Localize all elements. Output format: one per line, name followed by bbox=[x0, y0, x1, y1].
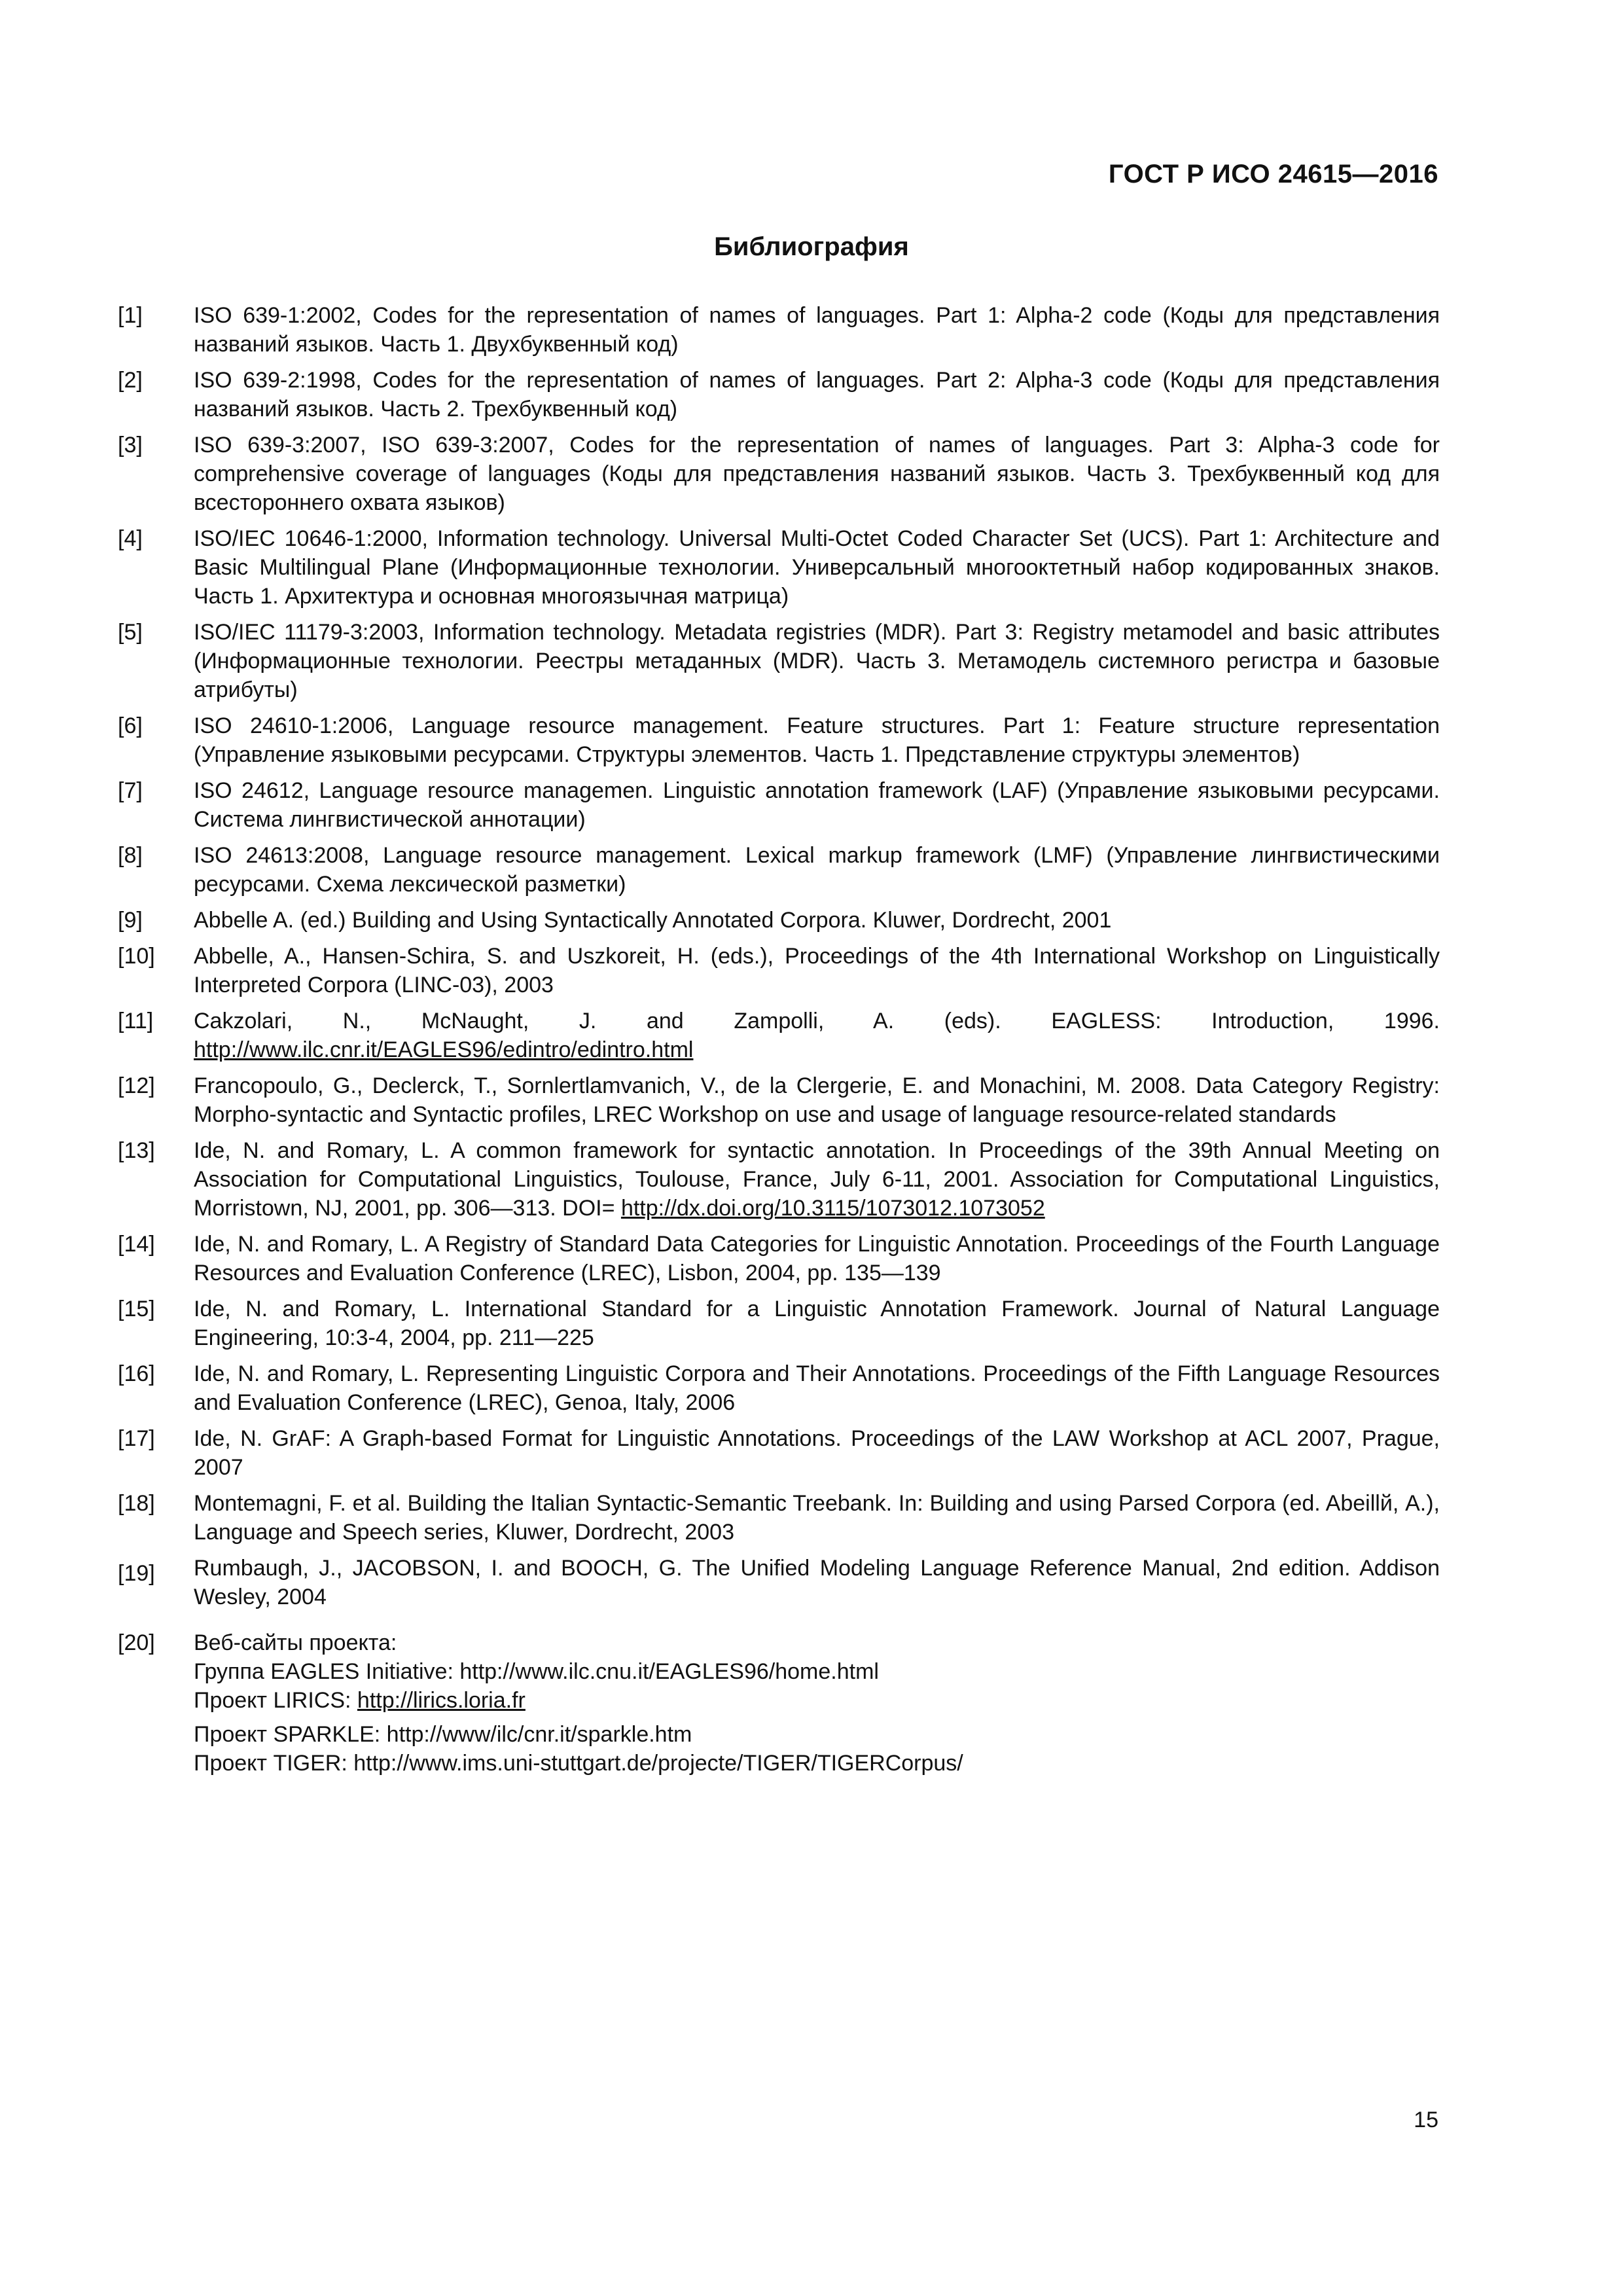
reference-number: [9] bbox=[118, 908, 143, 933]
reference-text: Ide, N. and Romary, L. International Standard for a Linguistic Annotation Framework. Journal of Natural Language Engineering, 10:3-4, 2004, pp. 211—225 bbox=[194, 1297, 1440, 1350]
reference-item bbox=[118, 711, 1440, 769]
reference-text-with-link bbox=[194, 1136, 1440, 1223]
reference-text: ISO 639-2:1998, Codes for the representation of names of languages. Part 2: Alpha-3 code (Коды для представления названий языков. Часть 2. Трехбуквенный код) bbox=[194, 368, 1440, 422]
page-number: 15 bbox=[1414, 2108, 1438, 2132]
website-lirics bbox=[194, 1686, 1440, 1715]
reference-text: Ide, N. and Romary, L. A Registry of Standard Data Categories for Linguistic Annotation. Proceedings of the Fourth Language Resources and Evaluation Conference (LREC), Lisbon, 2004, pp. 135—139 bbox=[194, 1232, 1440, 1285]
website-lirics-label: Проект LIRICS: bbox=[194, 1688, 357, 1713]
reference-item bbox=[118, 1489, 1440, 1547]
reference-number: [17] bbox=[118, 1426, 155, 1451]
website-sparkle: Проект SPARKLE: http://www/ilc/cnr.it/sparkle.htm bbox=[194, 1722, 692, 1747]
reference-number: [16] bbox=[118, 1361, 155, 1386]
reference-number: [18] bbox=[118, 1491, 155, 1516]
reference-text: ISO 24613:2008, Language resource management. Lexical markup framework (LMF) (Управление лингвистическими ресурсами. Схема лексической разметки) bbox=[194, 843, 1440, 897]
reference-number: [14] bbox=[118, 1232, 155, 1257]
reference-number: [7] bbox=[118, 778, 143, 803]
reference-text: Abbelle A. (ed.) Building and Using Syntactically Annotated Corpora. Kluwer, Dordrecht, 2001 bbox=[194, 908, 1112, 933]
reference-text-with-link bbox=[194, 1007, 1440, 1064]
reference-item bbox=[118, 1424, 1440, 1482]
reference-text: Francopoulo, G., Declerck, T., Sornlertlamvanich, V., de la Clergerie, E. and Monachini, M. 2008. Data Category Registry: Morpho-syntactic and Syntactic profiles, LREC Workshop on use and usage of language resource-related standards bbox=[194, 1073, 1440, 1127]
reference-text: ISO 639-1:2002, Codes for the representation of names of languages. Part 1: Alpha-2 code (Коды для представления названий языков. Часть 1. Двухбуквенный код) bbox=[194, 303, 1440, 357]
reference-item bbox=[118, 1136, 1440, 1223]
reference-number: [11] bbox=[118, 1009, 154, 1033]
reference-number: [10] bbox=[118, 944, 155, 969]
reference-text: Abbelle, A., Hansen-Schira, S. and Uszkoreit, H. (eds.), Proceedings of the 4th International Workshop on Linguistically Interpreted Corpora (LINC-03), 2003 bbox=[194, 944, 1440, 997]
reference-item bbox=[118, 431, 1440, 517]
reference-text: ISO/IEC 10646-1:2000, Information technology. Universal Multi-Octet Coded Character Set (UCS). Part 1: Architecture and Basic Multilingual Plane (Информационные технологии. Универсальный многооктетный набор кодированных знаков. Часть 1. Архитектура и основная многоязычная матрица) bbox=[194, 526, 1440, 609]
reference-item bbox=[118, 776, 1440, 834]
reference-item bbox=[118, 942, 1440, 999]
reference-text: Ide, N. and Romary, L. A common framework for syntactic annotation. In Proceedings of the 39th Annual Meeting on Association for Computational Linguistics, Toulouse, France, July 6-11, 2001. Association for Computational Linguistics, Morristown, NJ, 2001, pp. 306—313. DOI= bbox=[194, 1138, 1440, 1221]
reference-number: [2] bbox=[118, 368, 143, 393]
lirics-link[interactable]: http://lirics.loria.fr bbox=[357, 1688, 526, 1713]
reference-number: [20] bbox=[118, 1630, 155, 1655]
reference-text: Cakzolari, N., McNaught, J. and Zampolli, A. (eds). EAGLESS: Introduction, 1996. bbox=[194, 1009, 1440, 1033]
reference-number: [3] bbox=[118, 433, 143, 457]
reference-number: [6] bbox=[118, 713, 143, 738]
reference-item bbox=[118, 366, 1440, 423]
websites-heading: Веб-сайты проекта: bbox=[194, 1630, 397, 1655]
reference-item bbox=[118, 1554, 1440, 1611]
reference-number: [5] bbox=[118, 620, 143, 645]
reference-item bbox=[118, 1359, 1440, 1417]
reference-item bbox=[118, 841, 1440, 899]
reference-item bbox=[118, 1007, 1440, 1064]
reference-item bbox=[118, 906, 1440, 935]
reference-item bbox=[118, 524, 1440, 611]
reference-text: ISO 639-3:2007, ISO 639-3:2007, Codes for the representation of names of languages. Part 3: Alpha-3 code for comprehensive coverage of languages (Коды для представления названий языков. Часть 3. Трехбуквенный код для всестороннего охвата языков) bbox=[194, 433, 1440, 515]
reference-item-websites bbox=[118, 1628, 1440, 1778]
reference-number: [4] bbox=[118, 526, 143, 551]
reference-number: [1] bbox=[118, 303, 143, 328]
reference-item bbox=[118, 618, 1440, 704]
reference-text: ISO 24610-1:2006, Language resource management. Feature structures. Part 1: Feature structure representation (Управление языковыми ресурсами. Структуры элементов. Часть 1. Представление структуры элементов) bbox=[194, 713, 1440, 767]
reference-number: [13] bbox=[118, 1138, 155, 1163]
bibliography-title: Библиография bbox=[714, 232, 909, 261]
reference-number: [19] bbox=[118, 1561, 155, 1586]
reference-text: Ide, N. GrAF: A Graph-based Format for Linguistic Annotations. Proceedings of the LAW Workshop at ACL 2007, Prague, 2007 bbox=[194, 1426, 1440, 1480]
website-tiger: Проект TIGER: http://www.ims.uni-stuttgart.de/projecte/TIGER/TIGERCorpus/ bbox=[194, 1751, 963, 1776]
reference-item bbox=[118, 1230, 1440, 1287]
reference-text: ISO/IEC 11179-3:2003, Information technology. Metadata registries (MDR). Part 3: Registry metamodel and basic attributes (Информационные технологии. Реестры метаданных (MDR). Часть 3. Метамодель системного регистра и базовые атрибуты) bbox=[194, 620, 1440, 702]
reference-number: [15] bbox=[118, 1297, 155, 1321]
reference-text: Ide, N. and Romary, L. Representing Linguistic Corpora and Their Annotations. Proceedings of the Fifth Language Resources and Evaluation Conference (LREC), Genoa, Italy, 2006 bbox=[194, 1361, 1440, 1415]
reference-text: ISO 24612, Language resource managemen. Linguistic annotation framework (LAF) (Управление языковыми ресурсами. Система лингвистической аннотации) bbox=[194, 778, 1440, 832]
reference-text: Rumbaugh, J., JACOBSON, I. and BOOCH, G. The Unified Modeling Language Reference Manual, 2nd edition. Addison Wesley, 2004 bbox=[194, 1556, 1440, 1609]
doi-link[interactable]: http://dx.doi.org/10.3115/1073012.1073052 bbox=[620, 1196, 1045, 1221]
website-eagles: Группа EAGLES Initiative: http://www.ilc.cnu.it/EAGLES96/home.html bbox=[194, 1659, 879, 1684]
reference-number: [8] bbox=[118, 843, 143, 868]
eagles-intro-link[interactable]: http://www.ilc.cnr.it/EAGLES96/edintro/edintro.html bbox=[194, 1037, 694, 1062]
reference-text: Montemagni, F. et al. Building the Italian Syntactic-Semantic Treebank. In: Building and using Parsed Corpora (ed. Abeillй, A.), Language and Speech series, Kluwer, Dordrecht, 2003 bbox=[194, 1491, 1440, 1545]
reference-item bbox=[118, 301, 1440, 359]
website-list bbox=[194, 1628, 1440, 1778]
reference-list bbox=[118, 301, 1440, 1785]
reference-item bbox=[118, 1071, 1440, 1129]
reference-number: [12] bbox=[118, 1073, 155, 1098]
document-code-header: ГОСТ Р ИСО 24615—2016 bbox=[1108, 160, 1438, 188]
reference-item bbox=[118, 1295, 1440, 1352]
